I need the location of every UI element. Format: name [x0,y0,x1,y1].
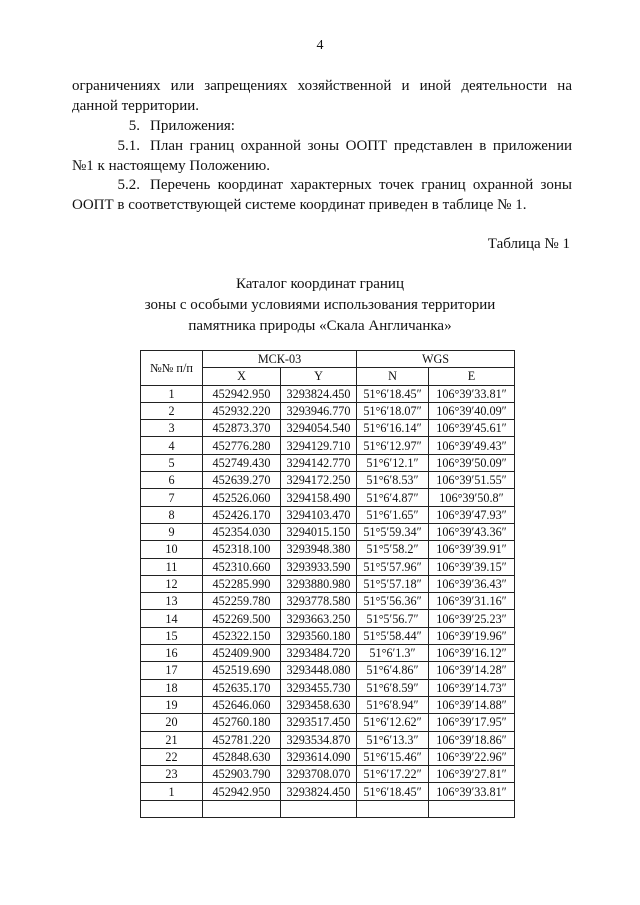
table-row [141,420,515,437]
paragraph-item-5-1 [72,137,572,176]
cell-y: 3294129.710 [281,437,357,454]
cell-number: 14 [141,610,203,627]
cell-number: 17 [141,662,203,679]
table-row [141,696,515,713]
item-text: Приложения: [150,118,235,134]
table-row [141,523,515,540]
cell-n: 51°6′12.97″ [357,437,429,454]
page-number: 4 [316,38,324,53]
cell-x: 452426.170 [203,506,281,523]
cell-n: 51°5′56.36″ [357,593,429,610]
table-row [141,385,515,402]
table-row [141,800,515,817]
cell-n: 51°6′18.07″ [357,402,429,419]
cell-x: 452639.270 [203,472,281,489]
cell-number: 19 [141,696,203,713]
cell-y: 3293708.070 [281,766,357,783]
cell-e: 106°39′51.55″ [429,472,515,489]
cell-y: 3294172.250 [281,472,357,489]
catalog-title-line: памятника природы «Скала Англичанка» [188,318,452,334]
cell-number: 1 [141,783,203,800]
cell-number: 23 [141,766,203,783]
cell-x: 452646.060 [203,696,281,713]
item-number: 5.1. [117,138,140,154]
cell-e: 106°39′36.43″ [429,575,515,592]
cell-y: 3293517.450 [281,714,357,731]
table-row [141,731,515,748]
cell-e: 106°39′33.81″ [429,783,515,800]
cell-number [141,800,203,817]
cell-number: 15 [141,627,203,644]
cell-y: 3293455.730 [281,679,357,696]
table-row [141,766,515,783]
header-e: E [429,368,515,385]
cell-y: 3294142.770 [281,454,357,471]
cell-x: 452781.220 [203,731,281,748]
cell-e: 106°39′14.28″ [429,662,515,679]
catalog-title-line: зоны с особыми условиями использования территории [144,297,496,313]
cell-x: 452942.950 [203,783,281,800]
cell-n: 51°6′16.14″ [357,420,429,437]
table-row [141,575,515,592]
table-row [141,627,515,644]
cell-y: 3293880.980 [281,575,357,592]
cell-number: 11 [141,558,203,575]
cell-n: 51°5′59.34″ [357,523,429,540]
cell-n: 51°6′8.59″ [357,679,429,696]
item-text: План границ охранной зоны ООПТ представлен в приложении №1 к настоящему Положению. [72,138,572,174]
cell-number: 6 [141,472,203,489]
cell-number: 9 [141,523,203,540]
cell-e: 106°39′47.93″ [429,506,515,523]
cell-n: 51°6′17.22″ [357,766,429,783]
cell-y: 3294054.540 [281,420,357,437]
item-number: 5.2. [117,177,140,193]
table-body [141,385,515,817]
cell-x: 452873.370 [203,420,281,437]
cell-x: 452942.950 [203,385,281,402]
cell-number: 10 [141,541,203,558]
cell-x: 452749.430 [203,454,281,471]
cell-n: 51°5′57.96″ [357,558,429,575]
cell-n: 51°6′1.65″ [357,506,429,523]
cell-x: 452760.180 [203,714,281,731]
cell-y: 3293824.450 [281,385,357,402]
table-row [141,610,515,627]
cell-e: 106°39′45.61″ [429,420,515,437]
cell-e [429,800,515,817]
header-wgs: WGS [357,351,515,368]
cell-n: 51°5′58.2″ [357,541,429,558]
catalog-title-line: Каталог координат границ [236,276,404,292]
paragraph-item-5-2 [72,176,572,215]
cell-number: 21 [141,731,203,748]
cell-x: 452409.900 [203,645,281,662]
cell-number: 8 [141,506,203,523]
cell-x: 452269.500 [203,610,281,627]
cell-n: 51°6′4.86″ [357,662,429,679]
table-row [141,489,515,506]
cell-number: 7 [141,489,203,506]
cell-x: 452526.060 [203,489,281,506]
cell-x: 452903.790 [203,766,281,783]
cell-x: 452259.780 [203,593,281,610]
cell-n: 51°5′57.18″ [357,575,429,592]
cell-x: 452310.660 [203,558,281,575]
cell-e: 106°39′27.81″ [429,766,515,783]
cell-e: 106°39′50.8″ [429,489,515,506]
cell-y: 3294015.150 [281,523,357,540]
cell-x: 452285.990 [203,575,281,592]
cell-number: 16 [141,645,203,662]
cell-e: 106°39′33.81″ [429,385,515,402]
cell-e: 106°39′50.09″ [429,454,515,471]
cell-n: 51°6′12.1″ [357,454,429,471]
cell-e: 106°39′39.15″ [429,558,515,575]
cell-n: 51°6′8.53″ [357,472,429,489]
table-row [141,662,515,679]
table-row [141,679,515,696]
cell-y: 3293946.770 [281,402,357,419]
cell-y: 3293560.180 [281,627,357,644]
cell-e: 106°39′49.43″ [429,437,515,454]
cell-number: 12 [141,575,203,592]
cell-e: 106°39′25.23″ [429,610,515,627]
coordinates-table [140,350,515,818]
cell-number: 5 [141,454,203,471]
cell-e: 106°39′31.16″ [429,593,515,610]
cell-number: 18 [141,679,203,696]
cell-y: 3293448.080 [281,662,357,679]
table-label: Таблица № 1 [487,236,570,252]
cell-number: 13 [141,593,203,610]
cell-y: 3294158.490 [281,489,357,506]
header-x: X [203,368,281,385]
item-number: 5. [128,118,140,134]
cell-n: 51°6′18.45″ [357,783,429,800]
cell-x: 452635.170 [203,679,281,696]
cell-x: 452318.100 [203,541,281,558]
table-row [141,541,515,558]
table-row [141,472,515,489]
table-row [141,437,515,454]
cell-y: 3293778.580 [281,593,357,610]
cell-y: 3293948.380 [281,541,357,558]
table-row [141,593,515,610]
cell-y: 3293614.090 [281,748,357,765]
header-n: N [357,368,429,385]
paragraph-continuation: ограничениях или запрещениях хозяйственной и иной деятельности на данной территории. [72,78,572,114]
cell-y: 3293933.590 [281,558,357,575]
cell-number: 3 [141,420,203,437]
cell-e: 106°39′14.73″ [429,679,515,696]
catalog-title [0,274,640,337]
cell-n: 51°6′1.3″ [357,645,429,662]
cell-number: 22 [141,748,203,765]
table-row [141,454,515,471]
cell-n: 51°6′15.46″ [357,748,429,765]
cell-n: 51°6′4.87″ [357,489,429,506]
item-text: Перечень координат характерных точек границ охранной зоны ООПТ в соответствующей системе координат приведен в таблице № 1. [72,177,572,213]
cell-number: 1 [141,385,203,402]
cell-n [357,800,429,817]
cell-n: 51°6′13.3″ [357,731,429,748]
table-row [141,783,515,800]
table-row [141,558,515,575]
cell-e: 106°39′40.09″ [429,402,515,419]
cell-x: 452932.220 [203,402,281,419]
cell-e: 106°39′17.95″ [429,714,515,731]
cell-n: 51°5′56.7″ [357,610,429,627]
table-header-row [141,351,515,368]
cell-number: 20 [141,714,203,731]
cell-e: 106°39′14.88″ [429,696,515,713]
header-y: Y [281,368,357,385]
table-row [141,506,515,523]
paragraph-item-5 [72,117,572,137]
cell-e: 106°39′39.91″ [429,541,515,558]
cell-e: 106°39′19.96″ [429,627,515,644]
cell-y: 3293663.250 [281,610,357,627]
cell-number: 2 [141,402,203,419]
cell-x: 452354.030 [203,523,281,540]
cell-y: 3293458.630 [281,696,357,713]
cell-e: 106°39′16.12″ [429,645,515,662]
cell-x: 452322.150 [203,627,281,644]
table-row [141,714,515,731]
cell-n: 51°6′12.62″ [357,714,429,731]
cell-number: 4 [141,437,203,454]
cell-y: 3294103.470 [281,506,357,523]
header-msk: МСК-03 [203,351,357,368]
cell-n: 51°5′58.44″ [357,627,429,644]
cell-e: 106°39′18.86″ [429,731,515,748]
cell-x: 452519.690 [203,662,281,679]
table-row [141,402,515,419]
cell-y: 3293824.450 [281,783,357,800]
header-number: №№ п/п [141,351,203,386]
cell-e: 106°39′22.96″ [429,748,515,765]
cell-x: 452776.280 [203,437,281,454]
cell-e: 106°39′43.36″ [429,523,515,540]
cell-y [281,800,357,817]
cell-x [203,800,281,817]
table-row [141,645,515,662]
cell-x: 452848.630 [203,748,281,765]
cell-y: 3293534.870 [281,731,357,748]
table-row [141,748,515,765]
cell-n: 51°6′8.94″ [357,696,429,713]
cell-y: 3293484.720 [281,645,357,662]
cell-n: 51°6′18.45″ [357,385,429,402]
